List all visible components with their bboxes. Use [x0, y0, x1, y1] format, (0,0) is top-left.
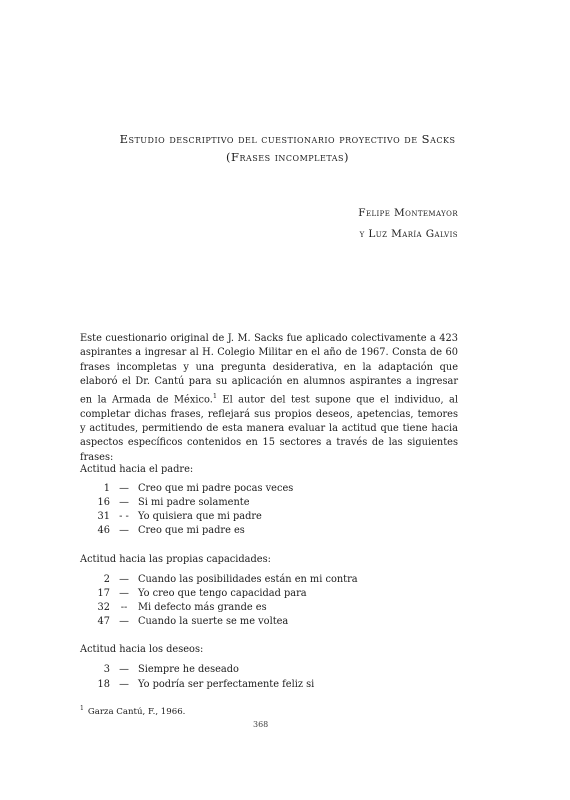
page-number: 368: [253, 720, 269, 729]
intro-text-part-1: Este cuestionario original de J. M. Sacks fue aplicado colectivamente a 423 aspirantes a ingresar al H. Colegio Militar en el año de 1967. Consta de 60 frases incompletas y una pregunta desiderativa, en la adaptación que elaboró el Dr. Cantú para su aplicación en alumnos aspirantes a ingresar en la Armada de México.: [80, 333, 458, 406]
list-item: [84, 616, 414, 627]
item-text: Yo podría ser perfectamente feliz si: [138, 679, 315, 690]
list-item: [84, 588, 414, 599]
list-item: [84, 602, 414, 613]
item-dash: —: [119, 664, 129, 675]
item-number: 3: [103, 664, 110, 675]
article-title: Estudio descriptivo del cuestionario proyectivo de Sacks: [119, 132, 456, 146]
list-item: [84, 679, 414, 690]
footnote: [80, 705, 185, 717]
intro-paragraph: [80, 332, 458, 465]
item-text: Mi defecto más grande es: [138, 602, 267, 613]
item-number: 46: [97, 525, 110, 536]
item-text: Cuando la suerte se me voltea: [138, 616, 289, 627]
item-text: Cuando las posibilidades están en mi contra: [138, 574, 358, 585]
item-dash: —: [119, 679, 129, 690]
item-text: Creo que mi padre pocas veces: [138, 483, 294, 494]
author-line-2: y Luz María Galvis: [359, 228, 458, 240]
item-dash: --: [120, 602, 128, 613]
item-text: Yo quisiera que mi padre: [138, 511, 262, 522]
item-number: 32: [97, 602, 110, 613]
item-text: Yo creo que tengo capacidad para: [138, 588, 307, 599]
item-number: 31: [97, 511, 110, 522]
item-number: 16: [97, 497, 110, 508]
item-text: Siempre he deseado: [138, 664, 239, 675]
list-item: [84, 574, 414, 585]
item-number: 1: [103, 483, 110, 494]
item-text: Si mi padre solamente: [138, 497, 250, 508]
item-number: 2: [103, 574, 110, 585]
item-dash: —: [119, 525, 129, 536]
article-subtitle: (Frases incompletas): [226, 150, 349, 164]
item-number: 17: [97, 588, 110, 599]
footnote-mark: 1: [80, 705, 84, 712]
list-item: [84, 483, 414, 494]
item-dash: —: [119, 483, 129, 494]
list-item: [84, 664, 414, 675]
item-number: 47: [97, 616, 110, 627]
item-dash: —: [119, 574, 129, 585]
author-line-1: Felipe Montemayor: [358, 207, 458, 219]
item-text: Creo que mi padre es: [138, 525, 245, 536]
section-heading-deseos: Actitud hacia los deseos:: [80, 644, 204, 655]
section-heading-capacidades: Actitud hacia las propias capacidades:: [80, 554, 271, 565]
item-dash: —: [119, 497, 129, 508]
list-item: [84, 511, 414, 522]
footnote-text: Garza Cantú, F., 1966.: [87, 706, 186, 717]
item-dash: —: [119, 588, 129, 599]
item-dash: - -: [119, 511, 129, 522]
intro-text-part-2: El autor del test supone que el individuo, al completar dichas frases, reflejará sus propios deseos, apetencias, temores y actitudes, permitiendo de esta manera evaluar la actitud que tiene hacia aspectos específicos contenidos en 15 sectores a través de las siguientes frases:: [80, 394, 458, 463]
footnote-reference: 1: [212, 392, 217, 401]
item-number: 18: [97, 679, 110, 690]
list-item: [84, 525, 414, 536]
list-item: [84, 497, 414, 508]
item-dash: —: [119, 616, 129, 627]
section-heading-padre: Actitud hacia el padre:: [80, 464, 194, 475]
